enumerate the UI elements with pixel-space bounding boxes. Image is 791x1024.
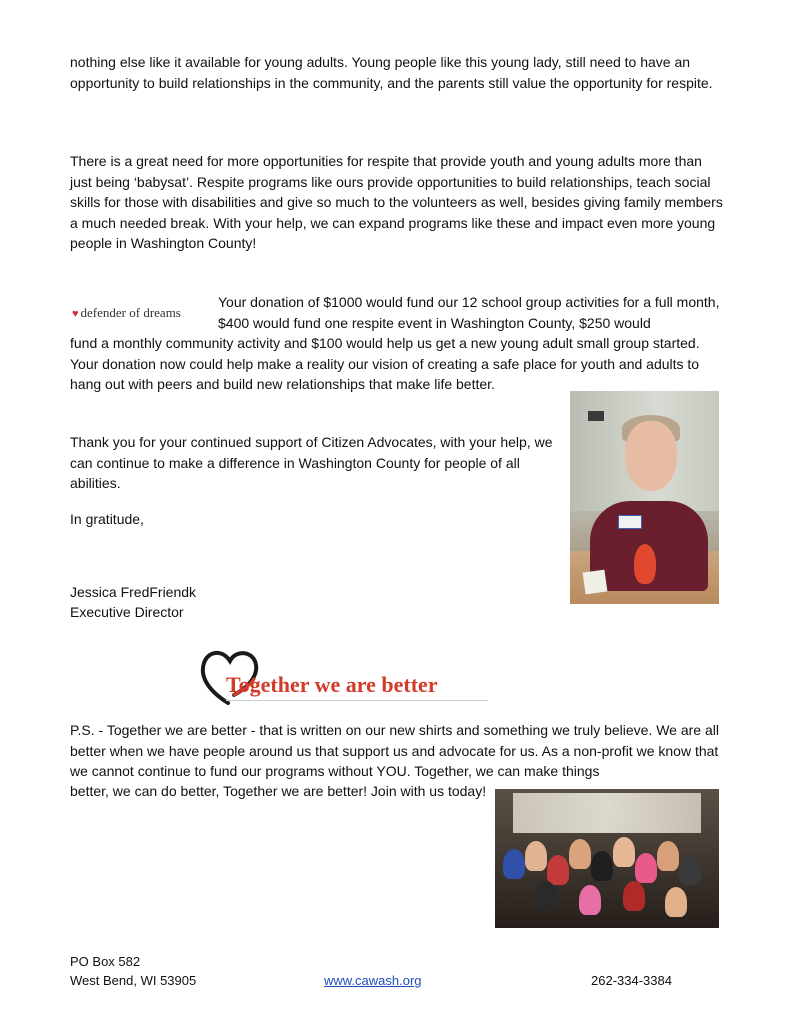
footer-website-link[interactable]: www.cawash.org xyxy=(324,973,422,988)
photo-smiling-man xyxy=(570,391,719,604)
together-logo-text: Together we are better xyxy=(226,672,438,697)
defender-logo-text: defender of dreams xyxy=(80,305,181,320)
paragraph-need-for-respite: There is a great need for more opportunities for respite that provide youth and young adults more than just being ‘babysat’. Respite programs like ours provide opportunities to build relationships, teach social skills for those with disabilities and give so much to the volunteers as well, besides giving family members a much needed break. With your help, we can expand programs like these and impact even more young people in Washington County! xyxy=(70,153,723,252)
paragraph-donation-first-lines: Your donation of $1000 would fund our 12 school group activities for a full month, $400 would fund one respite event in Washington County, $250 would xyxy=(218,294,720,331)
paragraph-donation-rest: fund a monthly community activity and $100 would help us get a new young adult small group started. Your donation now could help make a reality our vision of creating a safe place for youth and adults to hang out with peers and build new relationships that make life better. xyxy=(70,335,700,393)
signature-title: Executive Director xyxy=(70,604,184,620)
photo-group-event xyxy=(495,789,719,928)
defender-of-dreams-logo xyxy=(72,305,181,321)
postscript-closing: better, we can do better, Together we are better! Join with us today! xyxy=(70,783,487,799)
paragraph-respite-intro: nothing else like it available for young adults. Young people like this young lady, still need to have an opportunity to build relationships in the community, and the parents still value the opportunity for respite. xyxy=(70,54,713,91)
closing-line: In gratitude, xyxy=(70,511,144,527)
logo-underline xyxy=(226,700,488,701)
postscript-paragraph: P.S. - Together we are better - that is written on our new shirts and something we truly believe. We are all better when we have people around us that support us and advocate for us. As a non-profit we know that we cannot continue to fund our programs without YOU. Together, we can make things xyxy=(70,722,719,780)
paragraph-thank-you: Thank you for your continued support of Citizen Advocates, with your help, we can continue to make a difference in Washington County for people of all abilities. xyxy=(70,434,553,492)
signature-name: Jessica FredFriendk xyxy=(70,584,197,600)
together-we-are-better-logo xyxy=(198,645,498,709)
footer-address-line1: PO Box 582 xyxy=(70,954,141,969)
heart-icon: ♥ xyxy=(72,308,79,320)
footer-address-line2: West Bend, WI 53905 xyxy=(70,973,197,988)
footer-phone: 262-334-3384 xyxy=(591,973,672,988)
